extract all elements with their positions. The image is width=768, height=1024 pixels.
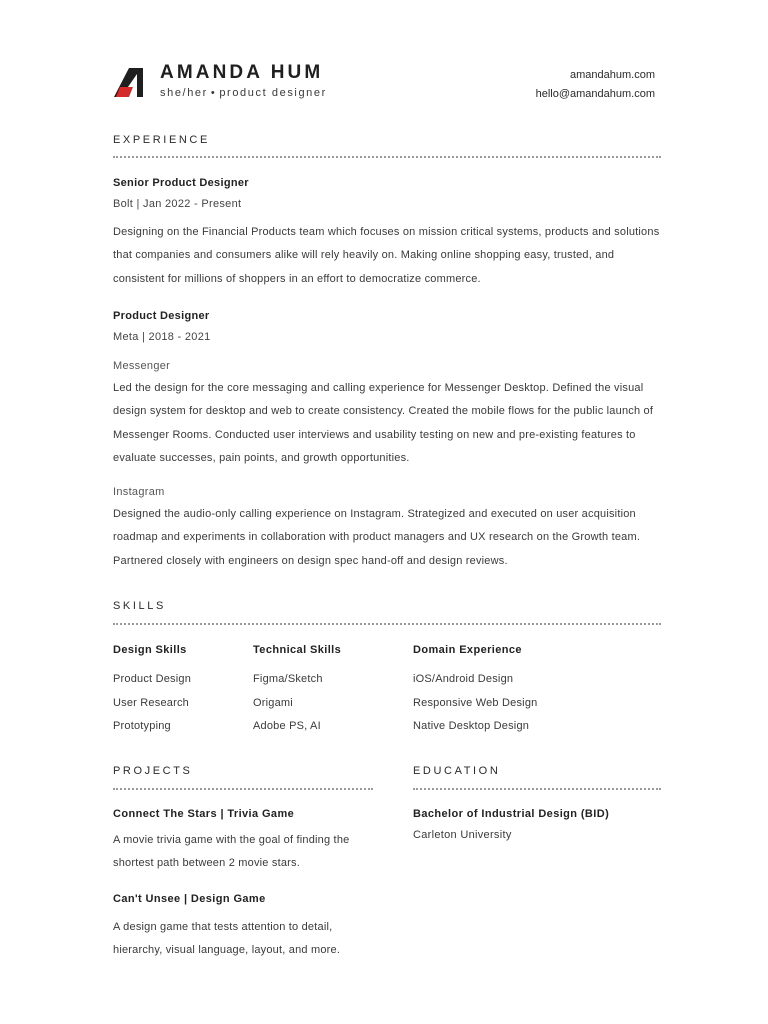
skill-column [113, 643, 191, 743]
project-description: A design game that tests attention to detail, hierarchy, visual language, layout, and more. [113, 921, 341, 956]
school-name: Carleton University [413, 829, 512, 841]
stylized-a-logo-icon [113, 66, 145, 98]
skill-item: Native Desktop Design [413, 720, 530, 732]
projects-divider [113, 788, 373, 790]
skill-column [413, 643, 537, 743]
education-divider [413, 788, 661, 790]
skill-column-heading: Domain Experience [413, 644, 522, 656]
contact-block [536, 66, 655, 104]
job-meta: Bolt | Jan 2022 - Present [113, 198, 242, 210]
skill-list [253, 672, 341, 743]
project-label: Instagram [113, 486, 165, 498]
project-title: Can't Unsee | Design Game [113, 893, 266, 905]
job-title: Senior Product Designer [113, 177, 249, 189]
skill-item: Adobe PS, AI [253, 720, 321, 732]
skill-item: iOS/Android Design [413, 673, 514, 685]
education-heading: EDUCATION [413, 765, 501, 777]
skill-list [113, 672, 191, 743]
skill-list [413, 672, 537, 743]
skill-column-heading: Technical Skills [253, 644, 342, 656]
job-description: Designing on the Financial Products team which focuses on mission critical systems, products and solutions that companies and consumers alike will rely heavily on. Making online shopping easy, trusted, and consistent for millions of shoppers in an effort to democratize commerce. [113, 226, 660, 285]
project-description: Led the design for the core messaging and calling experience for Messenger Desktop. Defined the visual design system for desktop and web to create consistency. Created the mobile flows for the public launch of Messenger Rooms. Conducted user interviews and usability testing on new and pre-existing features to evaluate successes, pain points, and growth opportunities. [113, 382, 654, 464]
skill-item: Figma/Sketch [253, 673, 323, 685]
resume-name: AMANDA HUM [160, 62, 324, 83]
job-meta: Meta | 2018 - 2021 [113, 331, 211, 343]
degree-title: Bachelor of Industrial Design (BID) [413, 808, 610, 820]
skill-item: User Research [113, 696, 189, 709]
skills-heading: SKILLS [113, 600, 166, 612]
skill-item: Origami [253, 696, 293, 709]
skill-column-heading: Design Skills [113, 644, 187, 656]
pronouns: she/her [160, 87, 208, 99]
experience-divider [113, 156, 661, 158]
experience-heading: EXPERIENCE [113, 134, 210, 146]
project-label: Messenger [113, 360, 171, 372]
job-title: Product Designer [113, 310, 210, 322]
role: product designer [219, 87, 327, 99]
skill-item: Product Design [113, 673, 192, 685]
skills-divider [113, 623, 661, 625]
website-link[interactable]: amandahum.com [570, 69, 655, 81]
email-link[interactable]: hello@amandahum.com [535, 88, 655, 100]
skill-column [253, 643, 341, 743]
skill-item: Prototyping [113, 720, 171, 732]
resume-subtitle [160, 87, 327, 99]
skill-item: Responsive Web Design [413, 696, 538, 709]
projects-heading: PROJECTS [113, 765, 193, 777]
separator-dot: • [210, 87, 217, 99]
project-description: Designed the audio-only calling experience on Instagram. Strategized and executed on user acquisition roadmap and experiments in collaboration with product managers and UX research on the Growth team. Partnered closely with engineers on design spec hand-off and design reviews. [113, 508, 641, 567]
project-description: A movie trivia game with the goal of finding the shortest path between 2 movie stars. [113, 834, 350, 869]
project-title: Connect The Stars | Trivia Game [113, 808, 295, 820]
